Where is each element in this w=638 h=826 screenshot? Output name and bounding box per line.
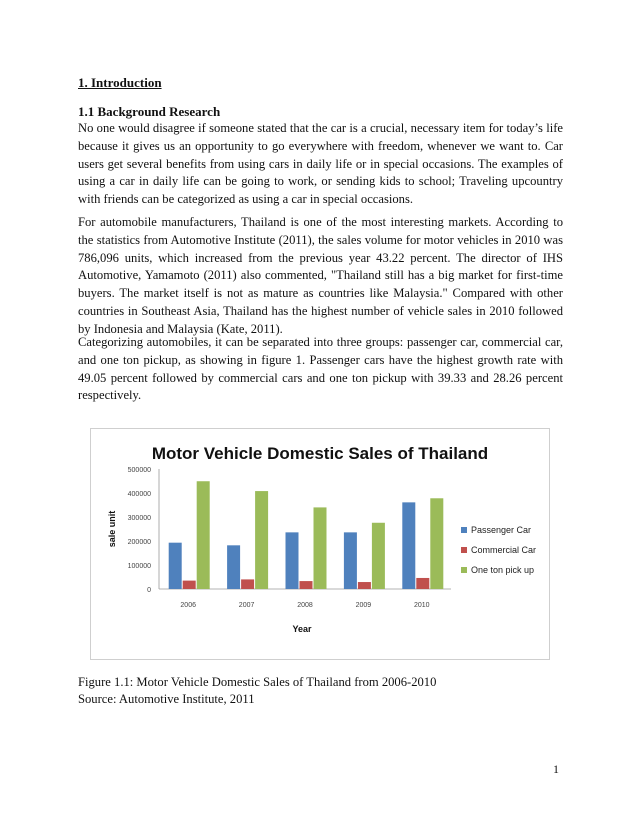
y-tick-label: 100000 [127, 563, 151, 570]
bar-passenger-car-2008 [286, 532, 299, 589]
bar-one-ton-pick-up-2008 [314, 507, 327, 589]
bar-commercial-car-2009 [358, 582, 371, 589]
y-tick-label: 300000 [127, 515, 151, 522]
legend-entry: One ton pick up [471, 565, 535, 575]
bar-passenger-car-2006 [169, 543, 182, 589]
legend-entry: Commercial Car [471, 545, 537, 555]
x-tick-label: 2006 [180, 602, 196, 609]
bar-one-ton-pick-up-2007 [255, 491, 268, 589]
legend-swatch [461, 567, 467, 573]
x-axis-label: Year [292, 624, 312, 634]
section-title: 1. Introduction [78, 75, 162, 90]
bar-one-ton-pick-up-2010 [430, 498, 443, 589]
y-axis-label: sale unit [107, 510, 117, 548]
figure-source: Source: Automotive Institute, 2011 [78, 692, 255, 706]
y-tick-label: 500000 [127, 467, 151, 474]
bar-one-ton-pick-up-2009 [372, 523, 385, 589]
legend-entry: Passenger Car [471, 525, 532, 535]
bar-commercial-car-2006 [183, 581, 196, 589]
page-number: 1 [553, 762, 559, 776]
y-tick-label: 0 [147, 587, 151, 594]
paragraph-1: No one would disagree if someone stated that the car is a crucial, necessary item for today’s life because it gives us an opportunity to go everywhere with freedom, whenever we want to. Car users get several benefits from using cars in daily life or in special occasions. The examples of using a car in daily life can be going to work, or sending kids to school; Traveling upcountry with friends can be categorized as using a car in special occasions. [78, 121, 563, 207]
bar-commercial-car-2008 [300, 581, 313, 589]
legend-swatch [461, 527, 467, 533]
chart-title: Motor Vehicle Domestic Sales of Thailand [151, 444, 489, 463]
bar-commercial-car-2010 [416, 578, 429, 589]
bar-one-ton-pick-up-2006 [197, 481, 210, 589]
paragraph-2: For automobile manufacturers, Thailand is one of the most interesting markets. According to the statistics from Automotive Institute (2011), the sales volume for motor vehicles in 2010 was 786,096 units, which increased from the previous year 43.22 percent. The director of IHS Automotive, Yamamoto (2011) also commented, "Thailand still has a big market for first-time buyers. The market itself is not as mature as countries like Malaysia." Compared with other countries in Southeast Asia, Thailand has the highest number of vehicle sales in 2010 followed by Indonesia and Malaysia (Kate, 2011). [78, 215, 563, 336]
y-tick-label: 200000 [127, 539, 151, 546]
x-tick-label: 2007 [238, 602, 255, 609]
x-tick-label: 2009 [355, 602, 372, 609]
bar-passenger-car-2007 [227, 545, 240, 589]
paragraph-3: Categorizing automobiles, it can be separated into three groups: passenger car, commercial car, and one ton pickup, as showing in figure 1. Passenger cars have the highest growth rate with 49.05 percent followed by commercial cars and one ton pickup with 39.33 and 28.26 percent respectively. [78, 335, 563, 403]
bar-passenger-car-2009 [344, 532, 357, 589]
legend-swatch [461, 547, 467, 553]
figure-caption: Figure 1.1: Motor Vehicle Domestic Sales of Thailand from 2006-2010 [78, 675, 437, 689]
sales-chart [90, 428, 550, 660]
chart-svg [91, 429, 549, 659]
subsection-title: 1.1 Background Research [78, 104, 221, 119]
x-tick-label: 2010 [414, 602, 430, 609]
bar-commercial-car-2007 [241, 579, 254, 589]
bar-passenger-car-2010 [402, 502, 415, 589]
y-tick-label: 400000 [127, 491, 151, 498]
x-tick-label: 2008 [297, 602, 313, 609]
